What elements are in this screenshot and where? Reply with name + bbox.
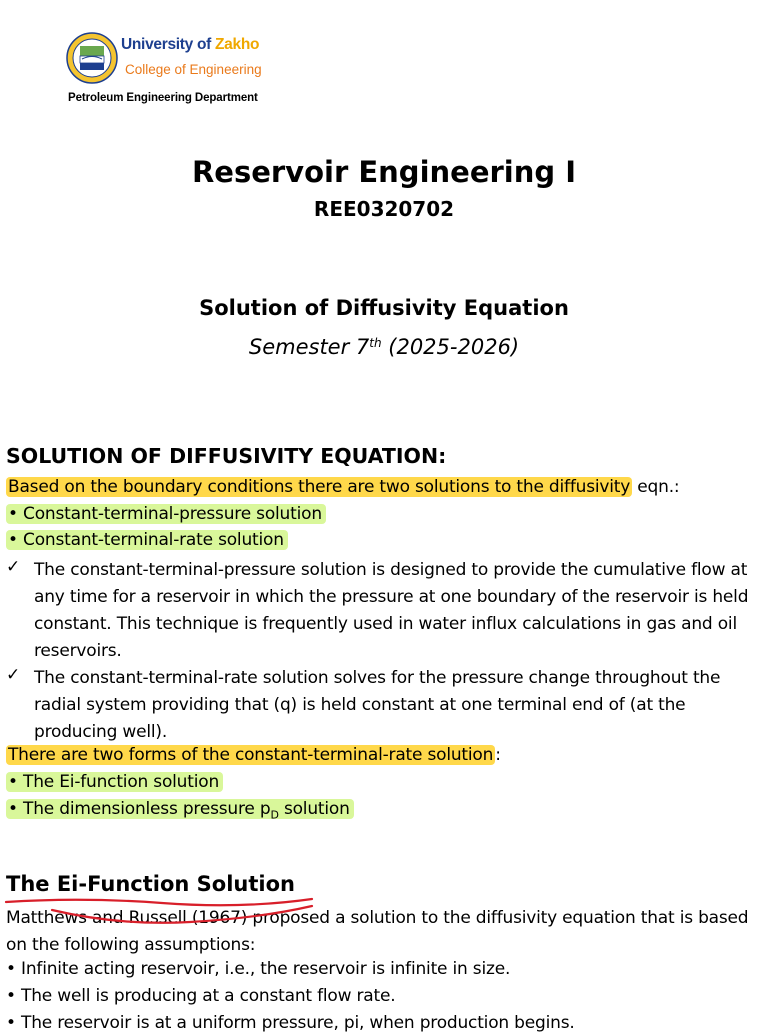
highlight-green: • Constant-terminal-pressure solution xyxy=(6,504,326,524)
ei-intro-paragraph: Matthews and Russell (1967) proposed a solution to the diffusivity equation that is based on the following assumptions: xyxy=(6,908,749,955)
form-item xyxy=(6,772,223,792)
highlight-yellow: There are two forms of the constant-terminal-rate solution xyxy=(8,745,494,765)
university-seal-icon xyxy=(66,32,118,84)
college-name: College of Engineering xyxy=(125,62,262,77)
assumption-item: • The well is producing at a constant flow rate. xyxy=(6,986,396,1006)
intro-line: Based on the boundary conditions there are two solutions to the diffusivity eqn.: xyxy=(8,477,680,497)
highlight-green: • The dimensionless pressure $p_D$ solution xyxy=(6,799,354,819)
solution-item xyxy=(6,504,326,524)
ei-section-heading: The Ei-Function Solution xyxy=(6,872,295,896)
assumption-item: • Infinite acting reservoir, i.e., the reservoir is infinite in size. xyxy=(6,959,511,979)
assumption-item: • The reservoir is at a uniform pressure, pi, when production begins. xyxy=(6,1013,575,1033)
check-item-paragraph: The constant-terminal-rate solution solves for the pressure change throughout the radial system providing that (q) is held constant at one terminal end of (at the producing well). xyxy=(34,668,721,742)
form-item xyxy=(6,799,354,821)
check-item-paragraph: The constant-terminal-pressure solution is designed to provide the cumulative flow at any time for a reservoir in which the pressure at one boundary of the reservoir is held constant. This technique is frequently used in water influx calculations in gas and oil reservoirs. xyxy=(34,560,749,661)
course-title: Reservoir Engineering I xyxy=(191,155,577,189)
solution-item xyxy=(6,530,288,550)
section-heading: SOLUTION OF DIFFUSIVITY EQUATION: xyxy=(6,444,447,468)
check-mark-icon: ✓ xyxy=(6,665,21,685)
university-logo-block xyxy=(62,30,292,110)
highlight-green: • Constant-terminal-rate solution xyxy=(6,530,288,550)
highlight-yellow: Based on the boundary conditions there are two solutions to the diffusivity xyxy=(8,477,631,497)
lecture-topic: Solution of Diffusivity Equation xyxy=(199,296,569,320)
red-strikethrough-annotation xyxy=(50,896,320,932)
course-code: REE0320702 xyxy=(313,197,455,221)
highlight-green: • The Ei-function solution xyxy=(6,772,223,792)
check-mark-icon: ✓ xyxy=(6,557,21,577)
university-name: University of Zakho xyxy=(121,36,260,53)
semester-line: Semester 7th (2025-2026) xyxy=(248,335,520,359)
department-name: Petroleum Engineering Department xyxy=(68,92,258,104)
forms-line: There are two forms of the constant-terminal-rate solution : xyxy=(8,745,501,765)
